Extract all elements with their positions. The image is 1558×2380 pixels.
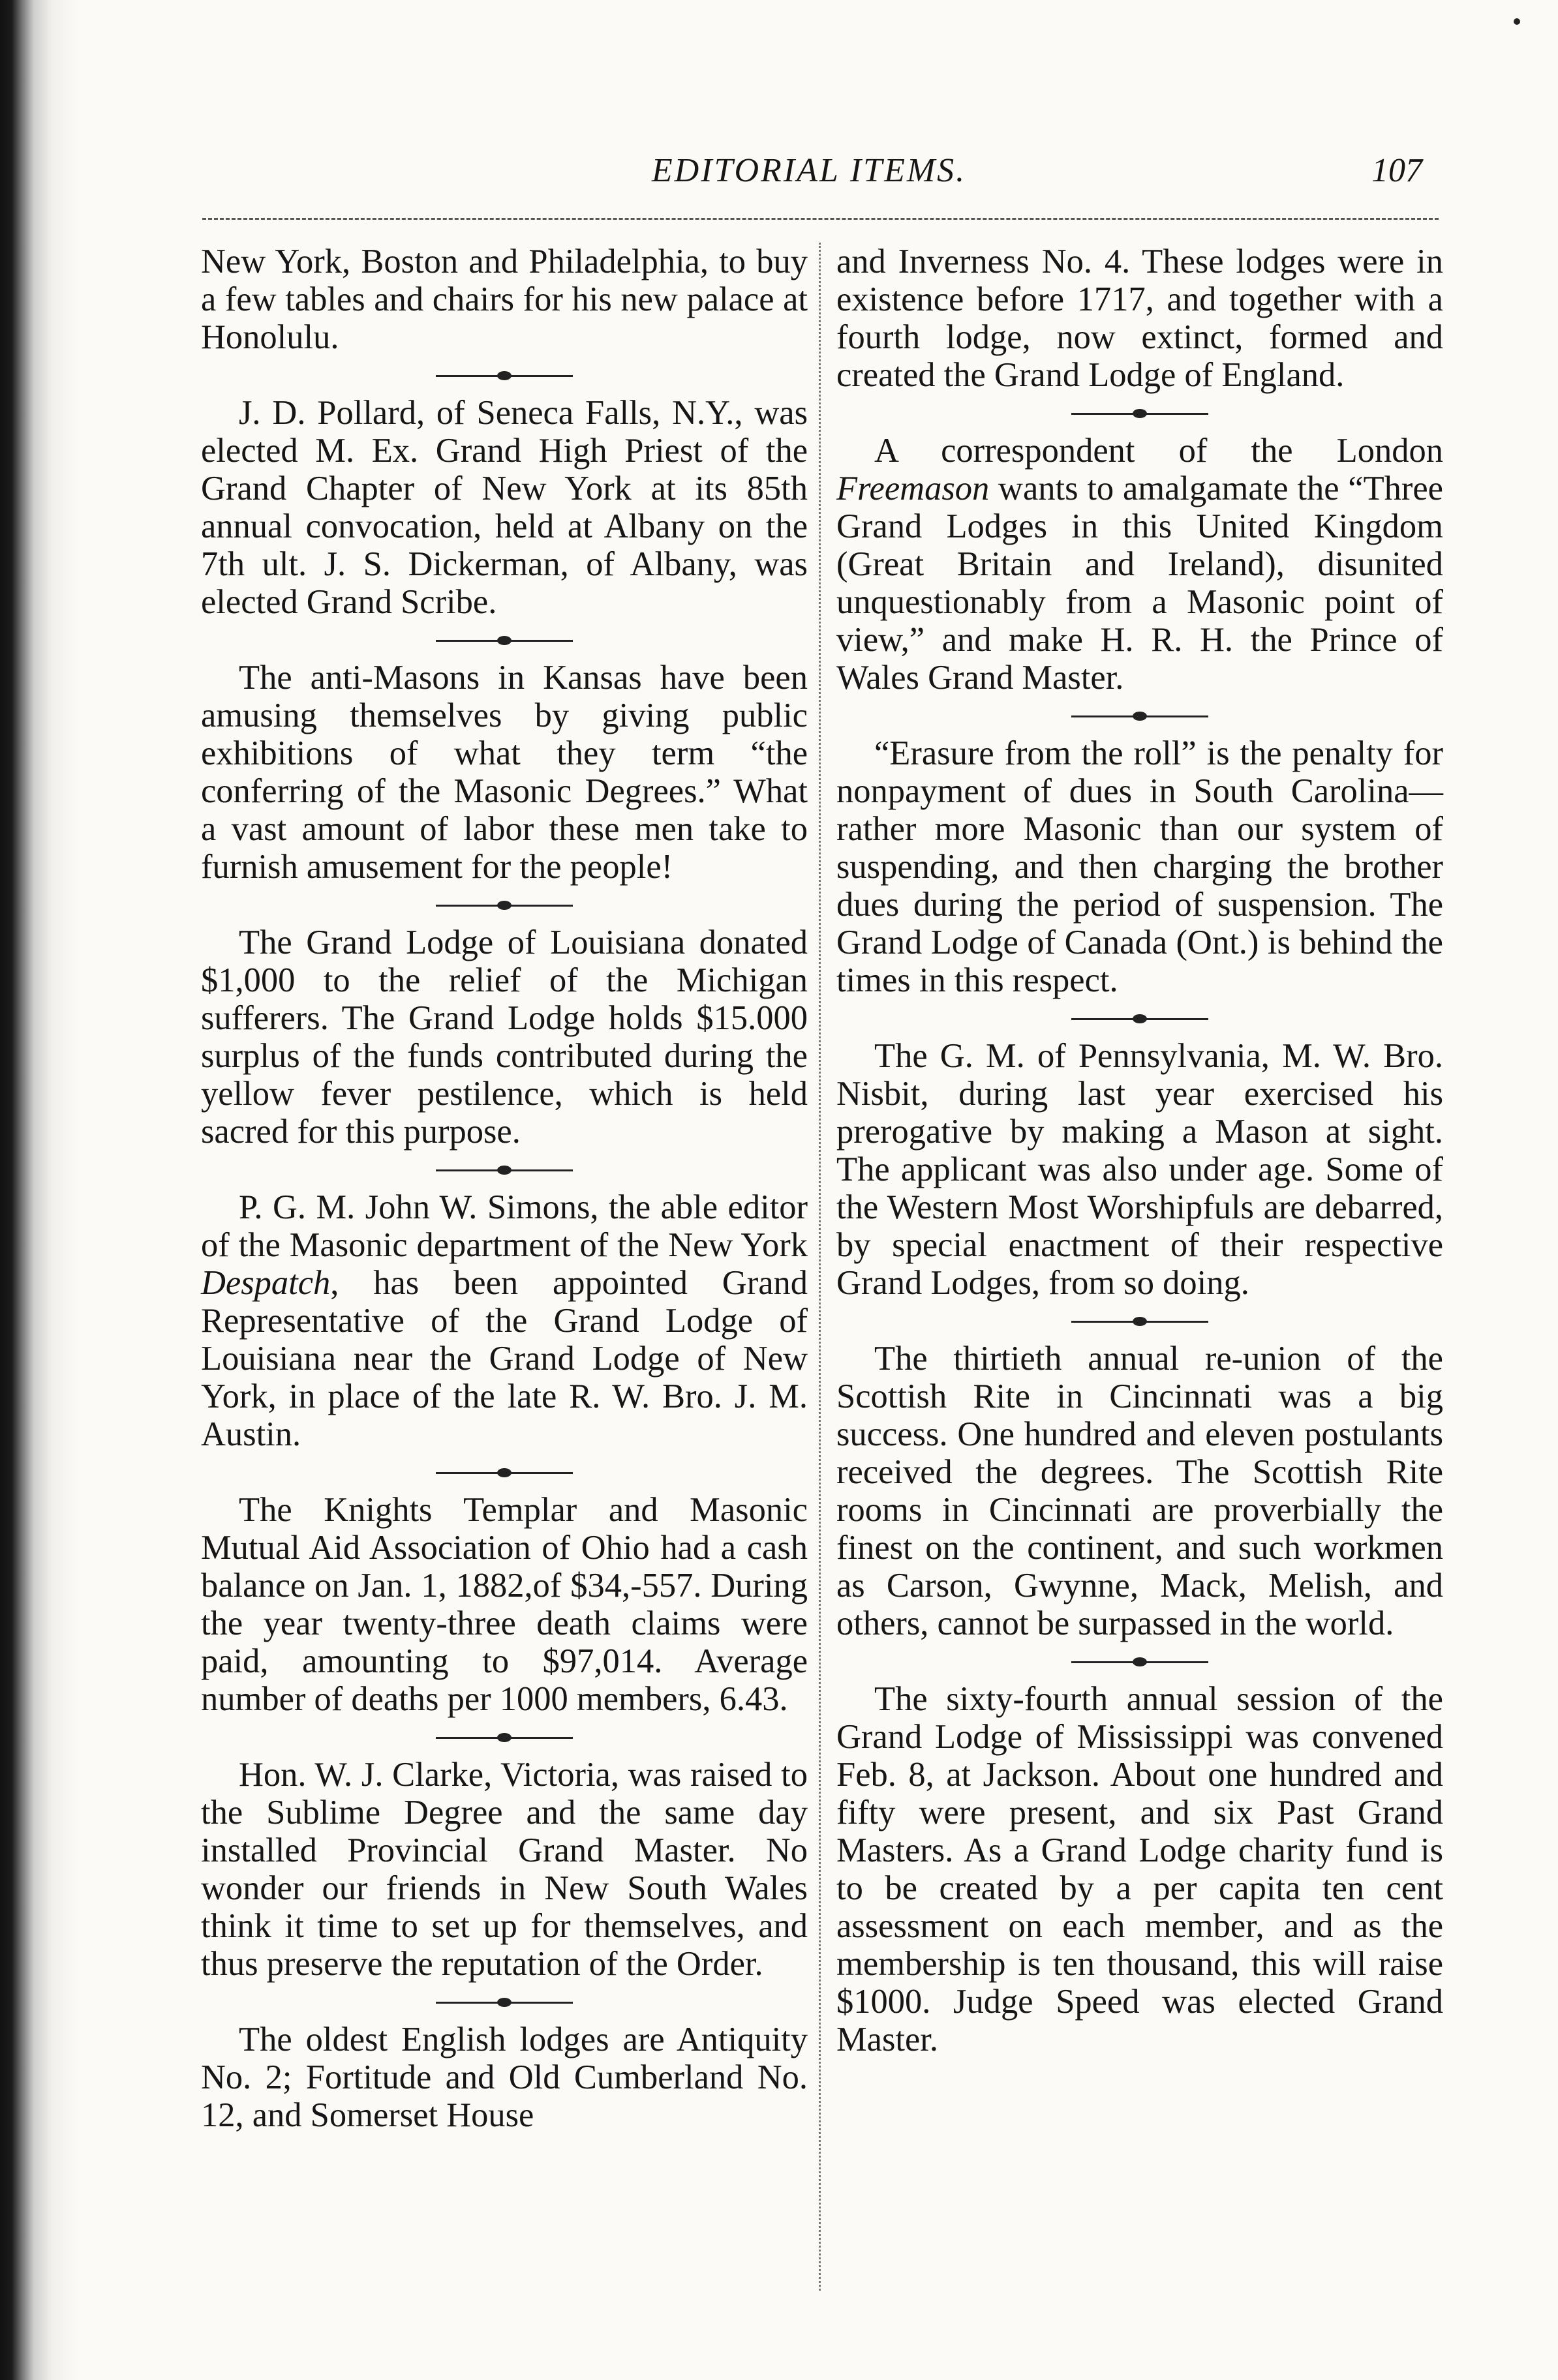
item-separator: [1071, 399, 1208, 428]
item-hawaii-palace: New York, Boston and Philadelphia, to buy a few tables and chairs for his new palace at Honolulu.: [201, 243, 808, 356]
item-separator: [1071, 1648, 1208, 1676]
item-separator: [436, 1156, 573, 1184]
item-clarke-victoria: Hon. W. J. Clarke, Victoria, was raised to the Sublime Degree and the same day installed Provincial Grand Master. No wonder our friends in New South Wales think it time to set up for themselves, and thus preserve the reputation of the Order.: [201, 1756, 808, 1983]
item-simons-appointment: [201, 1188, 808, 1453]
column-divider: [819, 243, 821, 2291]
item-separator: [436, 891, 573, 920]
item-separator: [1071, 1004, 1208, 1033]
page-binding-edge: [0, 0, 78, 2380]
item-pennsylvania-gm: The G. M. of Pennsylvania, M. W. Bro. Nisbit, during last year exercised his prerogative by making a Mason at sight. The applicant was also under age. Some of the Western Most Worshipfuls are debarred, by special enactment of their respective Grand Lodges, from so doing.: [836, 1037, 1443, 1302]
item-separator: [436, 626, 573, 655]
newspaper-title: Despatch: [201, 1264, 331, 1302]
item-text-part: A correspondent of the London: [874, 432, 1443, 470]
item-text-part: P. G. M. John W. Simons, the able editor of the Masonic department of the New York: [201, 1188, 808, 1264]
item-text-part: , has been appointed Grand Representative of the Grand Lodge of Louisiana near the Grand Lodge of New York, in place of the late R. W. Bro. J. M. Austin.: [201, 1264, 808, 1453]
right-column: [836, 243, 1443, 2058]
item-pollard-election: J. D. Pollard, of Seneca Falls, N.Y., was elected M. Ex. Grand High Priest of the Grand Chapter of New York at its 85th annual convocation, held at Albany on the 7th ult. J. S. Dickerman, of Albany, was elected Grand Scribe.: [201, 394, 808, 621]
item-ohio-mutual-aid: The Knights Templar and Masonic Mutual Aid Association of Ohio had a cash balance on Jan. 1, 1882,of $34,-557. During the year twenty-three death claims were paid, amounting to $97,014. Average number of deaths per 1000 members, 6.43.: [201, 1491, 808, 1718]
item-louisiana-donation: The Grand Lodge of Louisiana donated $1,000 to the relief of the Michigan sufferers. The Grand Lodge holds $15.000 surplus of the funds contributed during the yellow fever pestilence, which is held sacred for this purpose.: [201, 924, 808, 1151]
item-separator: [436, 1723, 573, 1752]
item-erasure-south-carolina: “Erasure from the roll” is the penalty for nonpayment of dues in South Carolina—rather more Masonic than our system of suspending, and then charging the brother dues during the period of suspension. The Grand Lodge of Canada (Ont.) is behind the times in this respect.: [836, 734, 1443, 999]
item-separator: [1071, 702, 1208, 731]
running-head: [196, 151, 1422, 203]
item-separator: [436, 1988, 573, 2017]
item-freemason-correspondent: [836, 432, 1443, 697]
item-oldest-lodges: The oldest English lodges are Antiquity No. 2; Fortitude and Old Cumberland No. 12, and Somerset House: [201, 2021, 808, 2134]
item-mississippi-session: The sixty-fourth annual session of the Grand Lodge of Mississippi was convened Feb. 8, at Jackson. About one hundred and fifty were present, and six Past Grand Masters. As a Grand Lodge charity fund is to be created by a per capita ten cent assessment on each member, and as the membership is ten thousand, this will raise $1000. Judge Speed was elected Grand Master.: [836, 1680, 1443, 2058]
item-text-part: wants to amalgamate the “Three Grand Lodges in this United Kingdom (Great Britain and Ireland), disunited unquestionably from a Masonic point of view,” and make H. R. H. the Prince of Wales Grand Master.: [836, 470, 1443, 697]
item-separator: [436, 361, 573, 390]
header-rule: [202, 218, 1439, 220]
item-scottish-rite-cincinnati: The thirtieth annual re-union of the Scottish Rite in Cincinnati was a big success. One hundred and eleven postulants received the degrees. The Scottish Rite rooms in Cincinnati are proverbially the finest on the continent, and such workmen as Carson, Gwynne, Mack, Melish, and others, cannot be surpassed in the world.: [836, 1340, 1443, 1642]
item-anti-masons-kansas: The anti-Masons in Kansas have been amusing themselves by giving public exhibitions of what they term “the conferring of the Masonic Degrees.” What a vast amount of labor these men take to furnish amusement for the people!: [201, 659, 808, 886]
item-separator: [1071, 1307, 1208, 1336]
page-number: 107: [1371, 152, 1422, 189]
running-title: EDITORIAL ITEMS.: [651, 152, 967, 189]
left-column: [201, 243, 808, 2134]
ink-speck: [1514, 18, 1520, 25]
item-oldest-lodges-continued: and Inverness No. 4. These lodges were in existence before 1717, and together with a fourth lodge, now extinct, formed and created the Grand Lodge of England.: [836, 243, 1443, 394]
item-separator: [436, 1458, 573, 1487]
newspaper-title: Freemason: [836, 470, 990, 507]
